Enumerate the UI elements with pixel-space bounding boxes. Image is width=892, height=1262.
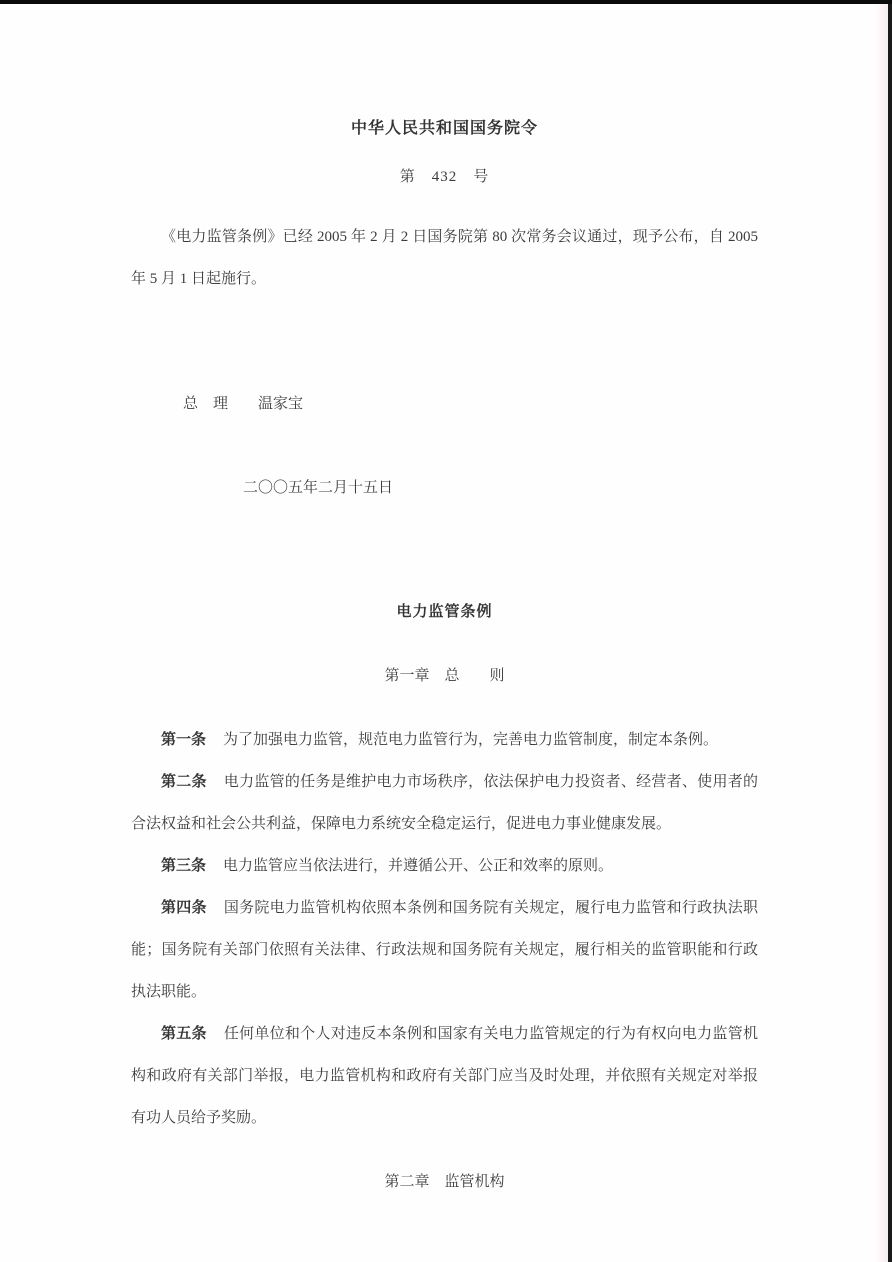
article-2 [131,761,758,845]
article-3-number: 第三条 [161,858,207,874]
decree-title: 中华人民共和国国务院令 [350,120,538,137]
scan-edge-shadow [874,0,888,1262]
regulation-title: 电力监管条例 [396,604,493,620]
article-2-text: 电力监管的任务是维护电力市场秩序，依法保护电力投资者、经营者、使用者的合法权益和社会公共利益，保障电力系统安全稳定运行，促进电力事业健康发展。 [131,774,758,832]
article-2-number: 第二条 [161,774,207,790]
decree-number: 第 432 号 [399,169,490,185]
article-4-text: 国务院电力监管机构依照本条例和国务院有关规定，履行电力监管和行政执法职能；国务院有关部门依照有关法律、行政法规和国务院有关规定，履行相关的监管职能和行政执法职能。 [131,900,758,1000]
article-3 [131,845,758,887]
article-4-number: 第四条 [161,900,207,916]
article-4 [131,887,758,1013]
chapter-1-heading: 第一章 总 则 [384,668,505,684]
scan-edge-top [0,0,892,4]
chapter-2-heading: 第二章 监管机构 [384,1174,505,1190]
article-5-text: 任何单位和个人对违反本条例和国家有关电力监管规定的行为有权向电力监管机构和政府有关部门举报，电力监管机构和政府有关部门应当及时处理，并依照有关规定对举报有功人员给予奖励。 [131,1026,758,1126]
document-content [131,0,758,1203]
premier-signature: 总 理 温家宝 [183,396,304,412]
scan-edge-right [888,0,892,1262]
article-3-text: 电力监管应当依法进行，并遵循公开、公正和效率的原则。 [223,858,614,874]
article-1 [131,719,758,761]
article-5-number: 第五条 [161,1026,207,1042]
signature-date: 二〇〇五年二月十五日 [243,480,394,496]
announcement-paragraph: 《电力监管条例》已经 2005 年 2 月 2 日国务院第 80 次常务会议通过，现予公布，自 2005 年 5 月 1 日起施行。 [131,229,758,287]
article-1-text: 为了加强电力监管，规范电力监管行为，完善电力监管制度，制定本条例。 [223,732,719,748]
article-5 [131,1013,758,1139]
article-1-number: 第一条 [161,732,207,748]
